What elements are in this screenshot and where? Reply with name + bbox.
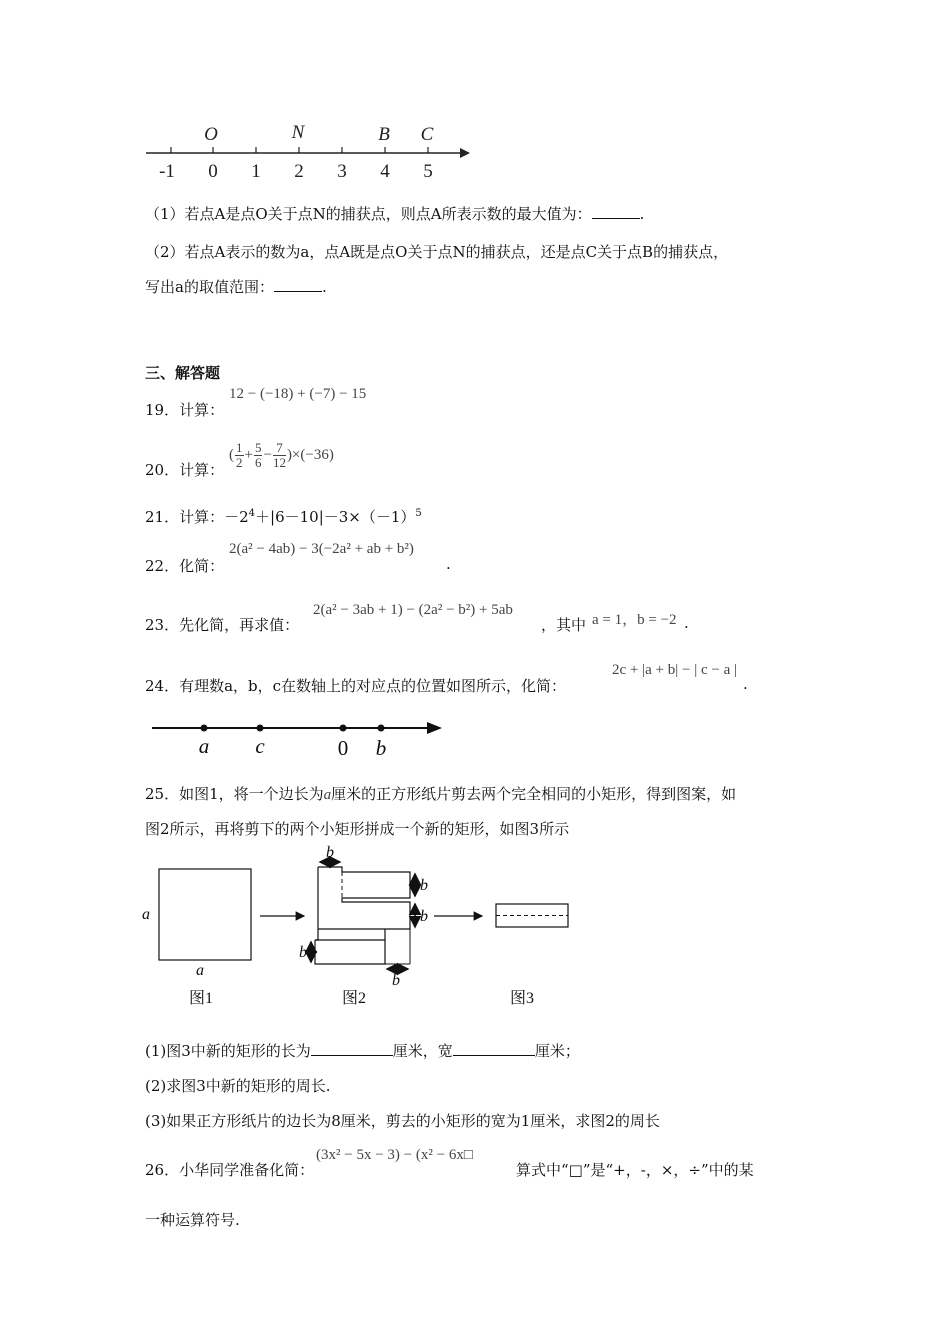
- dim-label: b: [326, 844, 334, 861]
- q24-expression: 2c + |a + b| − | c − a |: [612, 662, 737, 678]
- fig1-square: [159, 869, 251, 960]
- number-line-arrow: [460, 148, 470, 158]
- q26-label: 26．小华同学准备化简：: [145, 1161, 315, 1179]
- dim-label: b: [392, 972, 400, 989]
- q19-label: 19．计算：: [145, 401, 225, 419]
- point-c: [257, 725, 264, 732]
- answer-blank[interactable]: [592, 204, 640, 219]
- q26-line2: 一种运算符号.: [145, 1211, 240, 1229]
- dim-label: b: [420, 908, 428, 925]
- fig2-shape: [315, 867, 410, 964]
- point-label-n: N: [291, 122, 305, 143]
- number-line-arrow: [427, 722, 442, 734]
- q25-sub2: (2)求图3中新的矩形的周长.: [145, 1077, 331, 1095]
- caption-fig2: 图2: [342, 990, 367, 1007]
- q22-end: .: [446, 555, 451, 573]
- tick-label: 0: [208, 161, 218, 182]
- q21-question: 21．计算：$-2^4+|6-10|-3\times(-1)^5$: [145, 508, 422, 526]
- number-line-abc-figure: [145, 712, 455, 762]
- point-label-b: B: [378, 124, 390, 145]
- q25-figures: [135, 840, 585, 1015]
- q24-label: 24．有理数a，b，c在数轴上的对应点的位置如图所示，化简：: [145, 677, 567, 695]
- fig1-side-label: a: [142, 906, 150, 923]
- q26-after: 算式中“□”是“+，-，×，÷”中的某: [516, 1161, 754, 1179]
- tick-label: 1: [251, 161, 261, 182]
- q25-sub3: (3)如果正方形纸片的边长为8厘米，剪去的小矩形的宽为1厘米，求图2的周长: [145, 1112, 660, 1130]
- q23-expression: 2(a² − 3ab + 1) − (2a² − b²) + 5ab: [313, 602, 513, 618]
- q19-expression: 12 − (−18) + (−7) − 15: [229, 386, 367, 402]
- q26-expression: (3x² − 5x − 3) − (x² − 6x□: [316, 1147, 473, 1163]
- q25-sub1: (1)图3中新的矩形的长为 厘米，宽 厘米；: [145, 1042, 580, 1060]
- number-line-figure: [140, 115, 480, 185]
- q23-mid: ，其中: [541, 616, 587, 634]
- label-a: a: [198, 734, 210, 758]
- point-label-o: O: [204, 124, 218, 145]
- label-zero: 0: [337, 736, 349, 760]
- q20-label: 20．计算：: [145, 461, 225, 479]
- answer-blank-length[interactable]: [311, 1041, 393, 1056]
- answer-blank[interactable]: [274, 277, 322, 292]
- tick-label: 2: [294, 161, 304, 182]
- dim-label: b: [299, 944, 307, 961]
- point-b: [378, 725, 385, 732]
- tick-label: 3: [337, 161, 347, 182]
- point-zero: [340, 725, 347, 732]
- q22-label: 22．化简：: [145, 557, 225, 575]
- q18-part2-line1: （2）若点A表示的数为a，点A既是点O关于点N的捕获点，还是点C关于点B的捕获点，: [145, 243, 729, 261]
- answer-blank-width[interactable]: [453, 1041, 535, 1056]
- q25-line2: 图2所示，再将剪下的两个小矩形拼成一个新的矩形，如图3所示: [145, 820, 570, 838]
- section-title: 三、解答题: [145, 364, 221, 382]
- q20-expression: ( $\frac{1}{2}$ + $\frac{5}{6}$ − $\frac{7}{12}$ )×(−36): [229, 440, 334, 470]
- q23-condition: a = 1，b = −2: [592, 612, 677, 628]
- tick-label: 5: [423, 161, 433, 182]
- label-c: c: [255, 734, 265, 758]
- point-label-c: C: [420, 124, 434, 145]
- q18-part1: （1）若点A是点O关于点N的捕获点，则点A所表示数的最大值为： .: [145, 205, 645, 223]
- q24-end: .: [743, 675, 748, 693]
- q22-expression: 2(a² − 4ab) − 3(−2a² + ab + b²): [229, 541, 414, 557]
- label-b: b: [375, 736, 387, 760]
- tick-label: 4: [380, 161, 390, 182]
- caption-fig3: 图3: [510, 990, 535, 1007]
- q23-label: 23．先化简，再求值：: [145, 616, 300, 634]
- q25-line1: 25．如图1，将一个边长为a厘米的正方形纸片剪去两个完全相同的小矩形，得到图案，如: [145, 785, 737, 803]
- point-a: [201, 725, 208, 732]
- dim-label: b: [420, 877, 428, 894]
- q23-end: .: [684, 614, 689, 632]
- fig1-bottom-label: a: [196, 962, 204, 979]
- q18-part2-line2: 写出a的取值范围： .: [145, 278, 327, 296]
- caption-fig1: 图1: [189, 990, 214, 1007]
- tick-label: -1: [159, 161, 175, 182]
